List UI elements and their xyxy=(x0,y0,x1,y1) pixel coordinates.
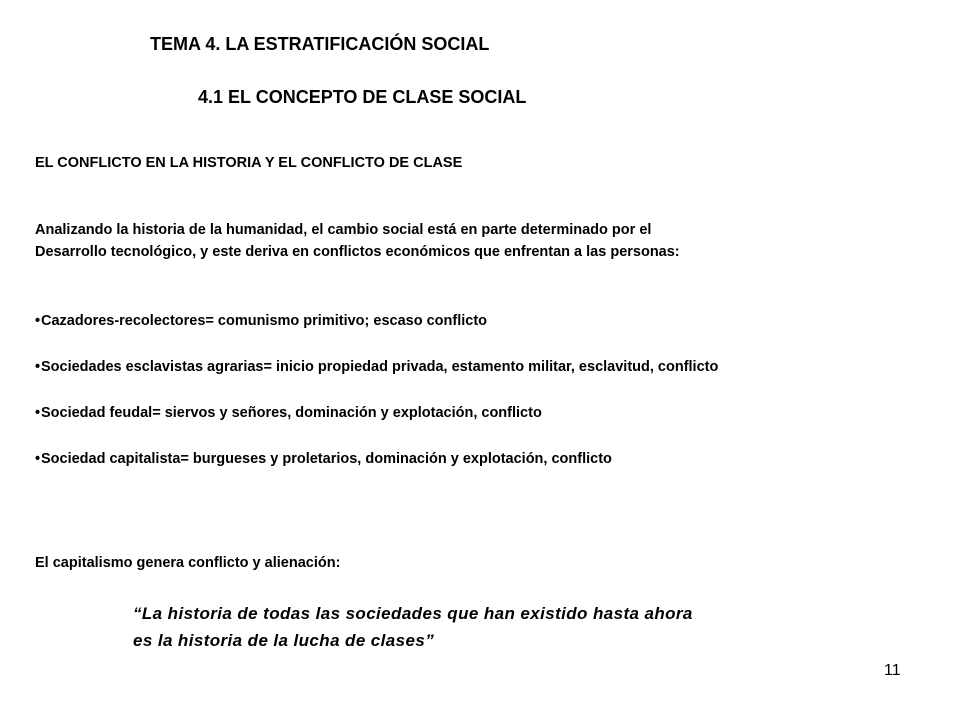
quote-block xyxy=(133,600,693,654)
bullet-marker: • xyxy=(35,405,41,421)
bullet-text: Sociedad capitalista= burgueses y proletarios, dominación y explotación, conflicto xyxy=(41,451,612,467)
page-number: 11 xyxy=(884,662,901,679)
bullet-item xyxy=(35,402,718,424)
bullet-item xyxy=(35,356,718,378)
intro-line: Desarrollo tecnológico, y este deriva en conflictos económicos que enfrentan a las personas: xyxy=(35,244,680,260)
bullet-marker: • xyxy=(35,313,41,329)
intro-line: Analizando la historia de la humanidad, el cambio social está en parte determinado por el xyxy=(35,222,652,238)
quote-line: es la historia de la lucha de clases” xyxy=(133,631,435,650)
bullet-list xyxy=(35,310,718,494)
slide-subtitle: 4.1 EL CONCEPTO DE CLASE SOCIAL xyxy=(198,87,527,107)
quote-line: “La historia de todas las sociedades que han existido hasta ahora xyxy=(133,604,693,623)
bullet-marker: • xyxy=(35,451,41,467)
bullet-text: Sociedades esclavistas agrarias= inicio propiedad privada, estamento militar, esclavitud, conflicto xyxy=(41,359,719,375)
intro-paragraph xyxy=(35,219,905,263)
bullet-item xyxy=(35,310,718,332)
bullet-item xyxy=(35,448,718,470)
bullet-marker: • xyxy=(35,359,41,375)
bullet-text: Sociedad feudal= siervos y señores, dominación y explotación, conflicto xyxy=(41,405,542,421)
conclusion-text: El capitalismo genera conflicto y alienación: xyxy=(35,555,341,571)
slide-title: TEMA 4. LA ESTRATIFICACIÓN SOCIAL xyxy=(150,34,490,54)
section-heading: EL CONFLICTO EN LA HISTORIA Y EL CONFLICTO DE CLASE xyxy=(35,155,463,171)
bullet-text: Cazadores-recolectores= comunismo primitivo; escaso conflicto xyxy=(41,313,488,329)
